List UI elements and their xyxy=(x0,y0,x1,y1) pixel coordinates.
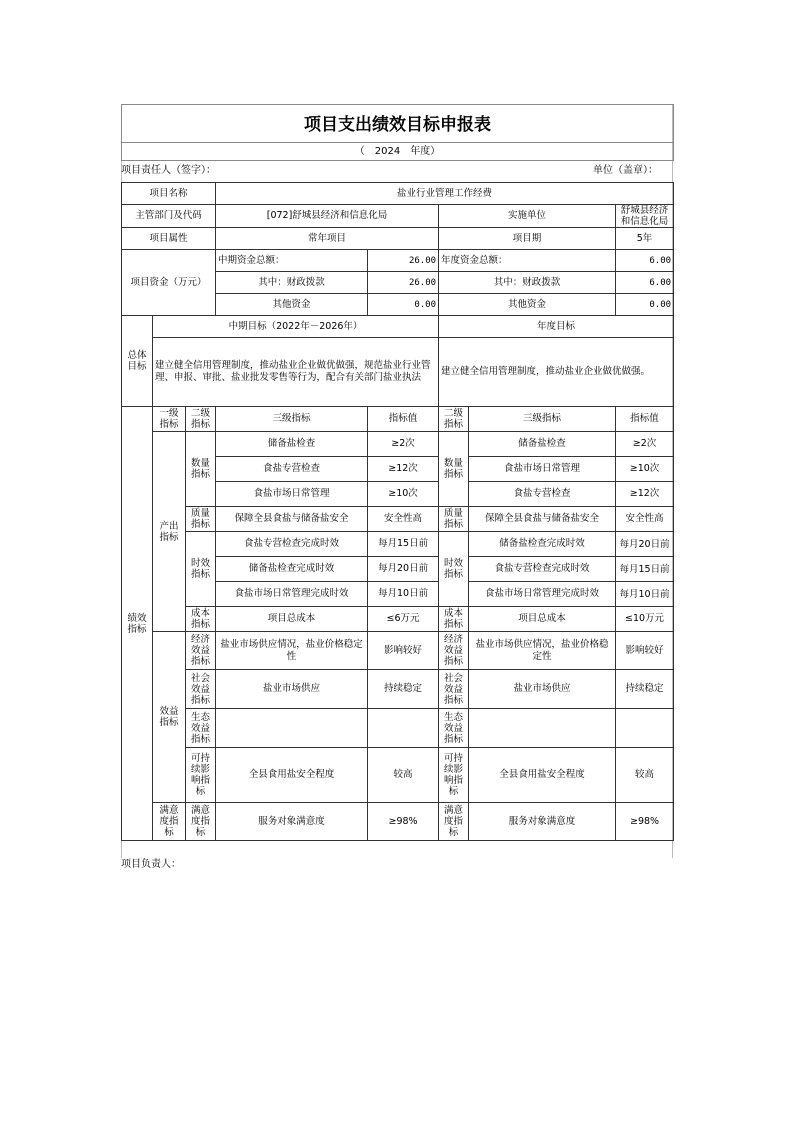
social-label-year: 社会效益指标 xyxy=(439,670,469,709)
year-line: （ 2024 年度） xyxy=(121,142,674,161)
output-label: 产出指标 xyxy=(153,432,186,632)
mid-indicator-name: 储备盐检查完成时效 xyxy=(216,557,368,582)
eco-label-year: 生态效益指标 xyxy=(439,709,469,748)
header-value: 指标值 xyxy=(368,407,439,432)
year-indicator-name: 盐业市场供应情况，盐业价格稳定性 xyxy=(469,632,616,670)
year-indicator-name: 项目总成本 xyxy=(469,607,616,632)
year-indicator-value: ≥10次 xyxy=(616,457,674,482)
cost-label: 成本指标 xyxy=(186,607,216,632)
year-total-value: 6.00 xyxy=(616,250,674,272)
year-indicator-name: 盐业市场供应 xyxy=(469,670,616,709)
quantity-label: 数量指标 xyxy=(186,432,216,507)
sustain-label-year: 可持续影响指标 xyxy=(439,748,469,803)
year-indicator-name xyxy=(469,709,616,748)
year-indicator-name: 服务对象满意度 xyxy=(469,803,616,841)
year-total-label: 年度资金总额： xyxy=(439,250,616,272)
mid-indicator-value: 每月15日前 xyxy=(368,532,439,557)
impl-label: 实施单位 xyxy=(439,205,616,228)
overall-goal-label: 总体目标 xyxy=(122,316,153,407)
mid-indicator-value: 每月20日前 xyxy=(368,557,439,582)
mid-goal-text: 建立健全信用管理制度，推动盐业企业做优做强，规范盐业行业管理、申报、审批、盐业批发零售等行为，配合有关部门盐业执法 xyxy=(153,338,439,407)
year-indicator-value: 影响较好 xyxy=(616,632,674,670)
year-other-label: 其他资金 xyxy=(439,294,616,316)
mid-indicator-value: ≥10次 xyxy=(368,482,439,507)
economic-label-year: 经济效益指标 xyxy=(439,632,469,670)
mid-other-value: 0.00 xyxy=(368,294,439,316)
mid-indicator-value: 影响较好 xyxy=(368,632,439,670)
quality-label-year: 质量指标 xyxy=(439,507,469,532)
year-indicator-value: ≥12次 xyxy=(616,482,674,507)
mid-indicator-value: ≥12次 xyxy=(368,457,439,482)
mid-indicator-name: 保障全县食盐与储备盐安全 xyxy=(216,507,368,532)
year-indicator-value: 每月10日前 xyxy=(616,582,674,607)
mid-indicator-name: 储备盐检查 xyxy=(216,432,368,457)
indicator-label: 绩效指标 xyxy=(122,407,153,841)
year-indicator-value: ≤10万元 xyxy=(616,607,674,632)
year-indicator-name: 食盐专营检查 xyxy=(469,482,616,507)
year-indicator-name: 储备盐检查 xyxy=(469,432,616,457)
sustain-label: 可持续影响指标 xyxy=(186,748,216,803)
timeliness-label: 时效指标 xyxy=(186,532,216,607)
attr-label: 项目属性 xyxy=(122,228,216,250)
mid-indicator-name: 盐业市场供应情况，盐业价格稳定性 xyxy=(216,632,368,670)
mid-indicator-value: 持续稳定 xyxy=(368,670,439,709)
header-level3: 三级指标 xyxy=(216,407,368,432)
economic-label: 经济效益指标 xyxy=(186,632,216,670)
mid-indicator-value: 安全性高 xyxy=(368,507,439,532)
mid-goal-header: 中期目标（2022年－2026年） xyxy=(153,316,439,338)
header-level2: 二级指标 xyxy=(186,407,216,432)
eco-label: 生态效益指标 xyxy=(186,709,216,748)
benefit-label: 效益指标 xyxy=(153,632,186,803)
satisfaction-label-year: 满意度指标 xyxy=(439,803,469,841)
mid-indicator-name: 食盐专营检查 xyxy=(216,457,368,482)
year-indicator-name: 食盐市场日常管理 xyxy=(469,457,616,482)
social-label: 社会效益指标 xyxy=(186,670,216,709)
mid-indicator-value: 每月10日前 xyxy=(368,582,439,607)
year-indicator-name: 储备盐检查完成时效 xyxy=(469,532,616,557)
year-fiscal-value: 6.00 xyxy=(616,272,674,294)
mid-indicator-name xyxy=(216,709,368,748)
quality-label: 质量指标 xyxy=(186,507,216,532)
year-indicator-value: ≥2次 xyxy=(616,432,674,457)
responsible-label: 项目责任人（签字）： xyxy=(121,165,216,176)
year-indicator-name: 保障全县食盐与储备盐安全 xyxy=(469,507,616,532)
mid-indicator-value: ≥2次 xyxy=(368,432,439,457)
mid-indicator-value: ≤6万元 xyxy=(368,607,439,632)
unit-seal-label: 单位（盖章）： xyxy=(593,165,658,176)
quantity-label-year: 数量指标 xyxy=(439,432,469,507)
satisfaction-label: 满意度指标 xyxy=(153,803,186,841)
mid-indicator-name: 食盐专营检查完成时效 xyxy=(216,532,368,557)
mid-fiscal-value: 26.00 xyxy=(368,272,439,294)
year-indicator-name: 食盐专营检查完成时效 xyxy=(469,557,616,582)
year-indicator-value: 较高 xyxy=(616,748,674,803)
year-goal-header: 年度目标 xyxy=(439,316,674,338)
mid-indicator-value xyxy=(368,709,439,748)
application-table xyxy=(121,182,674,841)
header-level1: 一级指标 xyxy=(153,407,186,432)
header-value-year: 指标值 xyxy=(616,407,674,432)
mid-indicator-value: ≥98% xyxy=(368,803,439,841)
mid-indicator-name: 项目总成本 xyxy=(216,607,368,632)
period-value: 5年 xyxy=(616,228,674,250)
year-other-value: 0.00 xyxy=(616,294,674,316)
mid-indicator-name: 食盐市场日常管理完成时效 xyxy=(216,582,368,607)
mid-indicator-name: 食盐市场日常管理 xyxy=(216,482,368,507)
period-label: 项目期 xyxy=(439,228,616,250)
mid-indicator-name: 服务对象满意度 xyxy=(216,803,368,841)
timeliness-label-year: 时效指标 xyxy=(439,532,469,607)
dept-label: 主管部门及代码 xyxy=(122,205,216,228)
year-indicator-name: 食盐市场日常管理完成时效 xyxy=(469,582,616,607)
mid-indicator-name: 盐业市场供应 xyxy=(216,670,368,709)
header-level3-year: 三级指标 xyxy=(469,407,616,432)
year-indicator-value: ≥98% xyxy=(616,803,674,841)
mid-total-label: 中期资金总额： xyxy=(216,250,368,272)
footer-signature: 项目负责人： xyxy=(121,859,181,870)
mid-fiscal-label: 其中：财政拨款 xyxy=(216,272,368,294)
year-indicator-value: 安全性高 xyxy=(616,507,674,532)
page-title: 项目支出绩效目标申报表 xyxy=(121,104,674,143)
mid-indicator-name: 全县食用盐安全程度 xyxy=(216,748,368,803)
cost-label-year: 成本指标 xyxy=(439,607,469,632)
year-indicator-name: 全县食用盐安全程度 xyxy=(469,748,616,803)
year-fiscal-label: 其中：财政拨款 xyxy=(439,272,616,294)
year-goal-text: 建立健全信用管理制度，推动盐业企业做优做强。 xyxy=(439,338,674,407)
impl-value: 舒城县经济和信息化局 xyxy=(616,205,674,228)
mid-other-label: 其他资金 xyxy=(216,294,368,316)
dept-value: [072]舒城县经济和信息化局 xyxy=(216,205,439,228)
year-indicator-value: 持续稳定 xyxy=(616,670,674,709)
project-name-value: 盐业行业管理工作经费 xyxy=(216,183,674,205)
mid-indicator-value: 较高 xyxy=(368,748,439,803)
header-level2-year: 二级指标 xyxy=(439,407,469,432)
year-indicator-value xyxy=(616,709,674,748)
funds-label: 项目资金（万元） xyxy=(122,250,216,316)
project-name-label: 项目名称 xyxy=(122,183,216,205)
year-indicator-value: 每月20日前 xyxy=(616,532,674,557)
mid-total-value: 26.00 xyxy=(368,250,439,272)
attr-value: 常年项目 xyxy=(216,228,439,250)
year-indicator-value: 每月15日前 xyxy=(616,557,674,582)
satisfaction-sub-label: 满意度指标 xyxy=(186,803,216,841)
